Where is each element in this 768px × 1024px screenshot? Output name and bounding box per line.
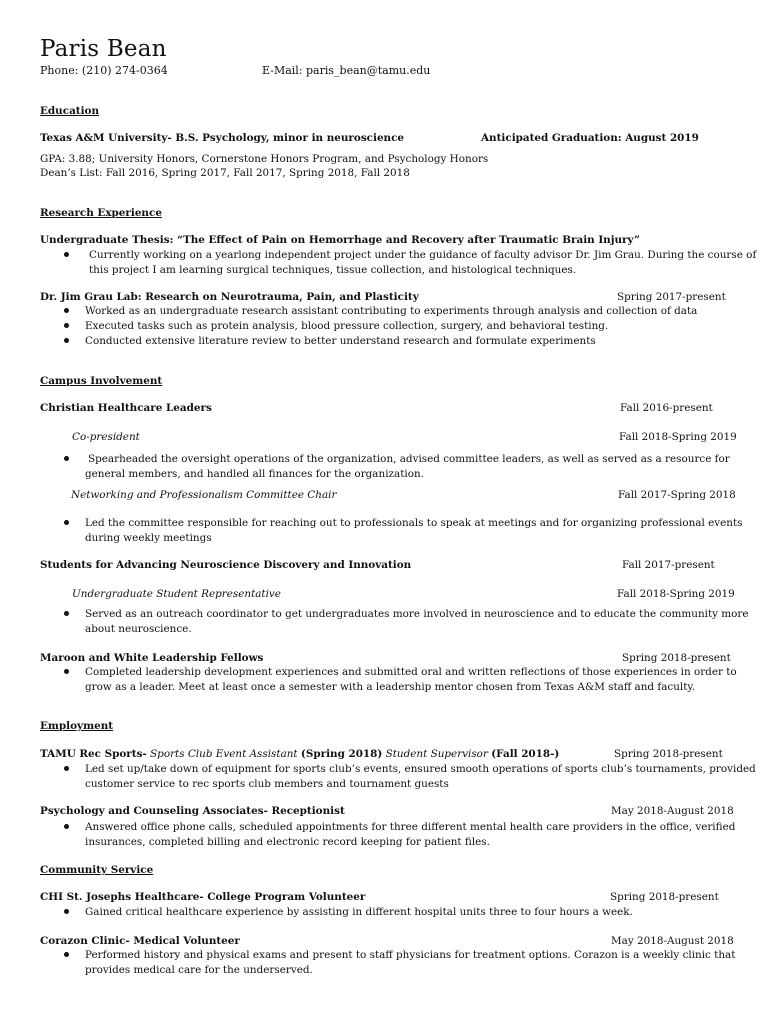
job-period: (Fall 2018-) [491,748,560,760]
research-lab-title: Dr. Jim Grau Lab: Research on Neurotrauma, Pain, and Plasticity [40,291,419,303]
email: E-Mail: paris_bean@tamu.edu [262,64,431,77]
community-corazon-title: Corazon Clinic- Medical Volunteer [40,935,240,947]
bullet-text: Performed history and physical exams and present to staff physicians for treatment options. Corazon is a weekly clinic that [85,949,736,961]
bullet-text: insurances, completed billing and electronic record keeping for patient files. [85,836,490,848]
role-title: Networking and Professionalism Committee Chair [71,489,337,501]
education-school: Texas A&M University- B.S. Psychology, minor in neuroscience [40,132,405,144]
role-title: Co-president [72,431,140,443]
education-graduation: Anticipated Graduation: August 2019 [481,132,699,144]
education-deans-list: Dean’s List: Fall 2016, Spring 2017, Fall 2017, Spring 2018, Fall 2018 [40,167,410,179]
community-chi-dates: Spring 2018-present [610,891,719,903]
community-chi-title: CHI St. Josephs Healthcare- College Program Volunteer [40,891,366,903]
bullet [64,952,70,958]
bullet [64,669,70,675]
org-dates: Spring 2018-present [622,652,731,664]
bullet-text: Conducted extensive literature review to better understand research and formulate experiments [85,335,596,347]
bullet-text: Served as an outreach coordinator to get undergraduates more involved in neuroscience and to educate the community more [85,608,749,620]
section-heading-research: Research Experience [40,207,162,219]
bullet-text: grow as a leader. Meet at least once a semester with a leadership mentor chosen from Texas A&M staff and faculty. [85,681,696,693]
bullet-text: Spearheaded the oversight operations of the organization, advised committee leaders, as well as served as a resource for [88,453,730,465]
role-dates: Fall 2018-Spring 2019 [619,431,737,443]
employment-rec-title [40,747,559,762]
education-gpa: GPA: 3.88; University Honors, Cornerstone Honors Program, and Psychology Honors [40,153,489,165]
job-role: Student Supervisor [385,748,488,760]
bullet-text: general members, and handled all finances for the organization. [85,468,424,480]
bullet-text: customer service to rec sports club members and tournament guests [85,778,449,790]
employment-pca-title: Psychology and Counseling Associates- Receptionist [40,805,345,817]
bullet-text: about neuroscience. [85,623,192,635]
org-title: Christian Healthcare Leaders [40,402,212,414]
role-dates: Fall 2017-Spring 2018 [618,489,736,501]
research-lab-dates: Spring 2017-present [617,291,726,303]
org-dates: Fall 2016-present [620,402,713,414]
bullet [64,456,70,462]
bullet [64,909,70,915]
bullet [64,766,70,772]
section-heading-employment: Employment [40,720,114,732]
role-title: Undergraduate Student Representative [72,588,281,600]
bullet-text: Executed tasks such as protein analysis, blood pressure collection, surgery, and behavioral testing. [85,320,609,332]
role-dates: Fall 2018-Spring 2019 [617,588,735,600]
bullet [64,520,70,526]
bullet [64,308,70,314]
org-title: Maroon and White Leadership Fellows [40,652,264,664]
bullet-text: Led set up/take down of equipment for sports club’s events, ensured smooth operations of sports club’s tournaments, provided [85,763,756,775]
bullet-text: Currently working on a yearlong independent project under the guidance of faculty advisor Dr. Jim Grau. During the course of [89,249,757,261]
bullet [64,323,70,329]
section-heading-community: Community Service [40,864,154,876]
bullet [64,824,70,830]
employment-pca-dates: May 2018-August 2018 [611,805,734,817]
section-heading-campus: Campus Involvement [40,375,163,387]
community-corazon-dates: May 2018-August 2018 [611,935,734,947]
employer-name: TAMU Rec Sports- [40,748,147,760]
bullet-text: during weekly meetings [85,532,212,544]
bullet-text: Gained critical healthcare experience by assisting in different hospital units three to four hours a week. [85,906,633,918]
job-period: (Spring 2018) [300,748,383,760]
research-thesis-title: Undergraduate Thesis: “The Effect of Pain on Hemorrhage and Recovery after Traumatic Brain Injury” [40,234,640,246]
employment-rec-dates: Spring 2018-present [614,748,723,760]
bullet [64,338,70,344]
section-heading-education: Education [40,105,100,117]
bullet-text: Completed leadership development experiences and submitted oral and written reflections of those experiences in order to [85,666,737,678]
org-dates: Fall 2017-present [622,559,715,571]
org-title: Students for Advancing Neuroscience Discovery and Innovation [40,559,412,571]
candidate-name: Paris Bean [40,36,167,62]
phone: Phone: (210) 274-0364 [40,64,168,77]
bullet [64,252,70,258]
bullet-text: provides medical care for the underserved. [85,964,313,976]
bullet-text: Worked as an undergraduate research assistant contributing to experiments through analysis and collection of data [85,305,698,317]
bullet-text: Led the committee responsible for reaching out to professionals to speak at meetings and for organizing professional events [85,517,743,529]
bullet-text: Answered office phone calls, scheduled appointments for three different mental health care providers in the office, verified [85,821,736,833]
bullet [64,611,70,617]
job-role: Sports Club Event Assistant [150,748,298,760]
bullet-text: this project I am learning surgical techniques, tissue collection, and histological techniques. [89,264,577,276]
